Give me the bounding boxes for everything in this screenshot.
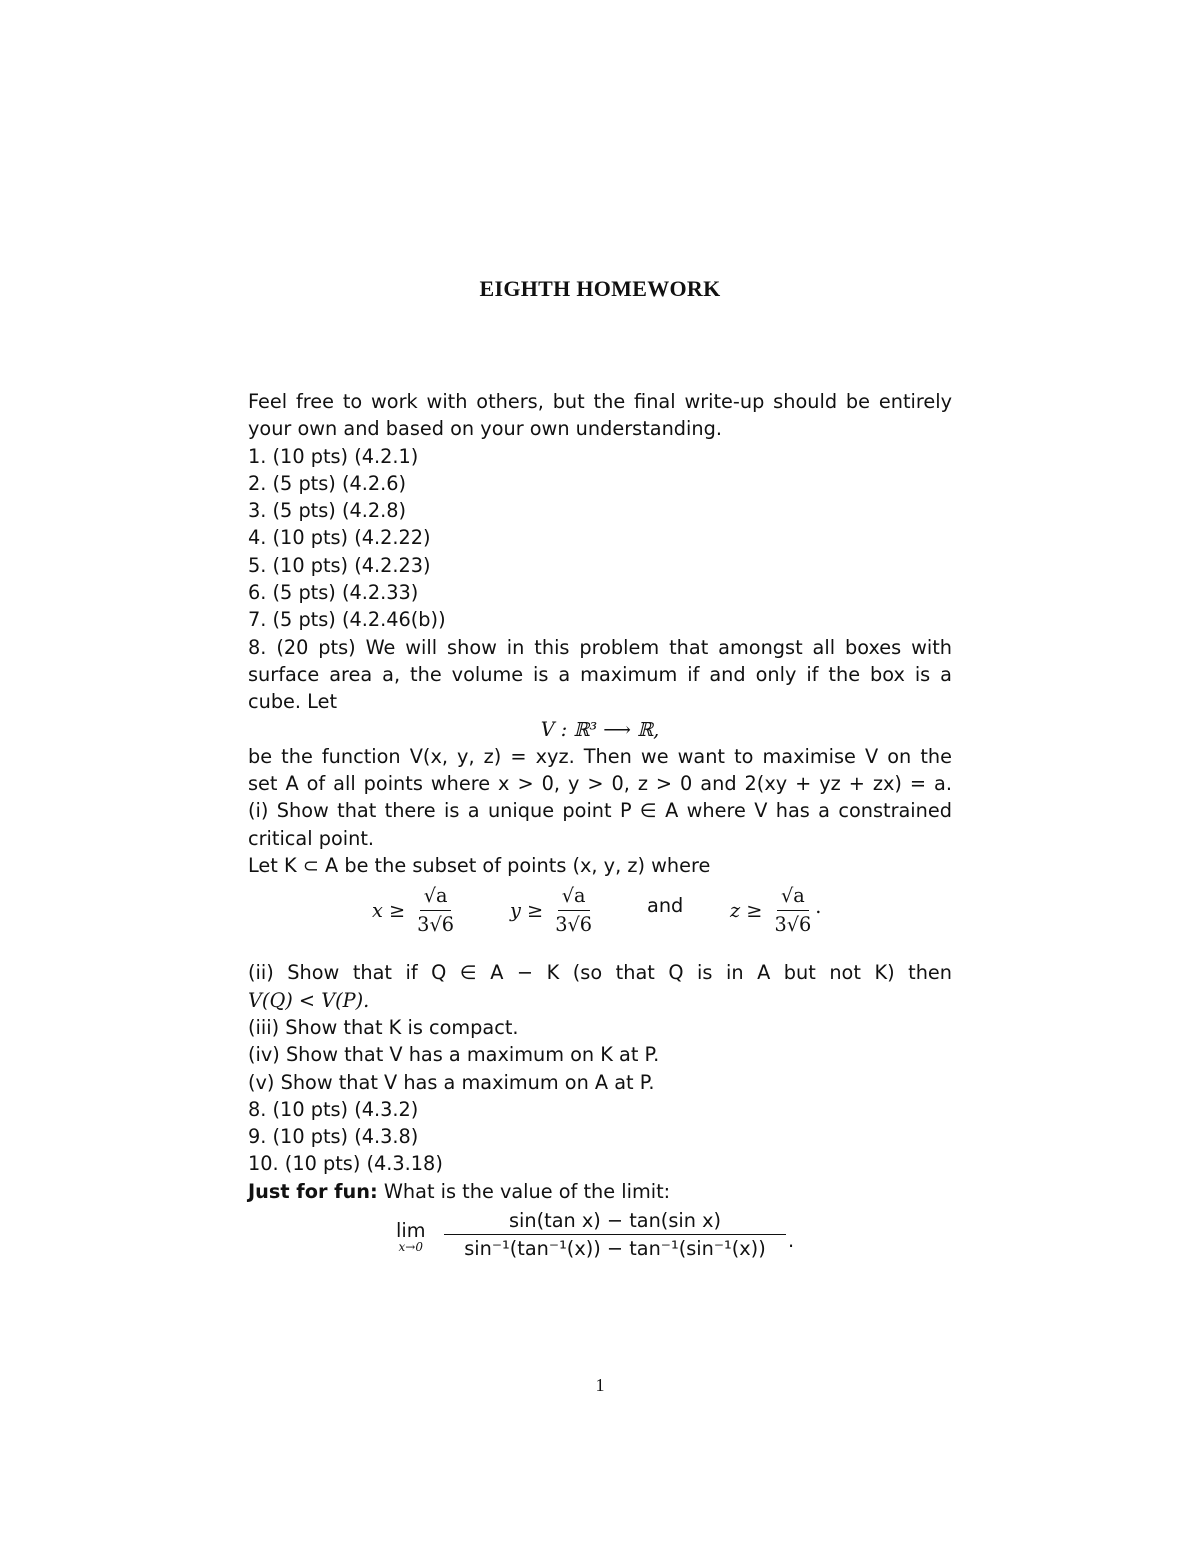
fraction-denominator: 3√6	[417, 913, 454, 937]
and-word: and	[647, 894, 684, 918]
page-title: EIGHTH HOMEWORK	[479, 276, 721, 301]
problem-item: 5. (10 pts) (4.2.23)	[248, 553, 431, 577]
part-v: (v) Show that V has a maximum on A at P.	[248, 1070, 655, 1094]
problem-item: 3. (5 pts) (4.2.8)	[248, 499, 407, 523]
problem-item: 2. (5 pts) (4.2.6)	[248, 471, 407, 495]
inequality-lhs: y ≥	[510, 899, 544, 923]
problem-8-line-3: cube. Let	[248, 690, 338, 714]
inequality-z: z ≥ $\frac{√a}{3√6}$ .	[730, 884, 822, 937]
homework-body	[248, 388, 952, 1267]
intro-line-2: your own and based on your own understanding.	[248, 417, 722, 441]
inequality-x	[372, 883, 458, 938]
just-for-fun-line	[248, 1178, 952, 1205]
problem-item: 7. (5 pts) (4.2.46(b))	[248, 608, 446, 632]
problem-item: 8. (10 pts) (4.3.2)	[248, 1097, 419, 1121]
fraction-numerator: √a	[420, 883, 452, 911]
fraction	[551, 883, 596, 938]
problem-item: 4. (10 pts) (4.2.22)	[248, 526, 431, 550]
fraction	[770, 883, 815, 938]
part-ii-line-2: V(Q) < V(P).	[248, 988, 370, 1012]
function-definition: V : ℝ³ ⟶ ℝ,	[540, 717, 660, 741]
page-number: 1	[595, 1375, 605, 1395]
fraction-denominator: 3√6	[774, 913, 812, 937]
problem-8-line-5: set A of all points where x > 0, y > 0, z > 0 and 2(xy + yz + zx) = a.	[248, 772, 952, 796]
inequality-lhs: x ≥	[372, 899, 406, 923]
limit-operator	[396, 1221, 426, 1253]
fraction-numerator: √a	[777, 883, 809, 911]
just-for-fun-question: What is the value of the limit:	[383, 1179, 671, 1203]
limit-denominator: sin⁻¹(tan⁻¹(x)) − tan⁻¹(sin⁻¹(x))	[464, 1237, 766, 1261]
inequality-lhs: z ≥	[730, 899, 763, 923]
fraction-numerator: √a	[558, 883, 590, 911]
part-i-line-2: critical point.	[248, 826, 375, 850]
problem-item: 10. (10 pts) (4.3.18)	[248, 1152, 443, 1176]
problem-8-line-4: be the function V(x, y, z) = xyz. Then we want to maximise V on the	[248, 744, 952, 768]
just-for-fun-label: Just for fun:	[248, 1179, 378, 1203]
part-iv: (iv) Show that V has a maximum on K at P.	[248, 1043, 660, 1067]
problem-item: 6. (5 pts) (4.2.33)	[248, 581, 419, 605]
part-iii: (iii) Show that K is compact.	[248, 1015, 519, 1039]
limit-display	[248, 1207, 952, 1267]
fraction-denominator: 3√6	[555, 913, 593, 937]
limit-period: .	[788, 1229, 795, 1253]
let-k-line: Let K ⊂ A be the subset of points (x, y, z) where	[248, 854, 711, 878]
part-i-line-1: (i) Show that there is a unique point P ∈ A where V has a constrained	[248, 799, 952, 823]
problem-8-line-2: surface area a, the volume is a maximum if and only if the box is a	[248, 662, 952, 686]
fraction	[413, 883, 458, 938]
inequality-y	[510, 883, 596, 938]
limit-numerator: sin(tan x) − tan(sin x)	[444, 1207, 786, 1235]
lim-word: lim	[396, 1219, 426, 1243]
problem-item: 1. (10 pts) (4.2.1)	[248, 444, 419, 468]
problem-8-line-1: 8. (20 pts) We will show in this problem that amongst all boxes with	[248, 635, 952, 659]
limit-fraction	[444, 1207, 786, 1262]
inequalities-display	[248, 879, 952, 959]
intro-line-1: Feel free to work with others, but the final write-up should be entirely	[248, 390, 952, 413]
part-ii-line-1: (ii) Show that if Q ∈ A − K (so that Q is in A but not K) then	[248, 961, 952, 985]
problem-item: 9. (10 pts) (4.3.8)	[248, 1125, 419, 1149]
lim-subscript: x→0	[398, 1240, 423, 1255]
